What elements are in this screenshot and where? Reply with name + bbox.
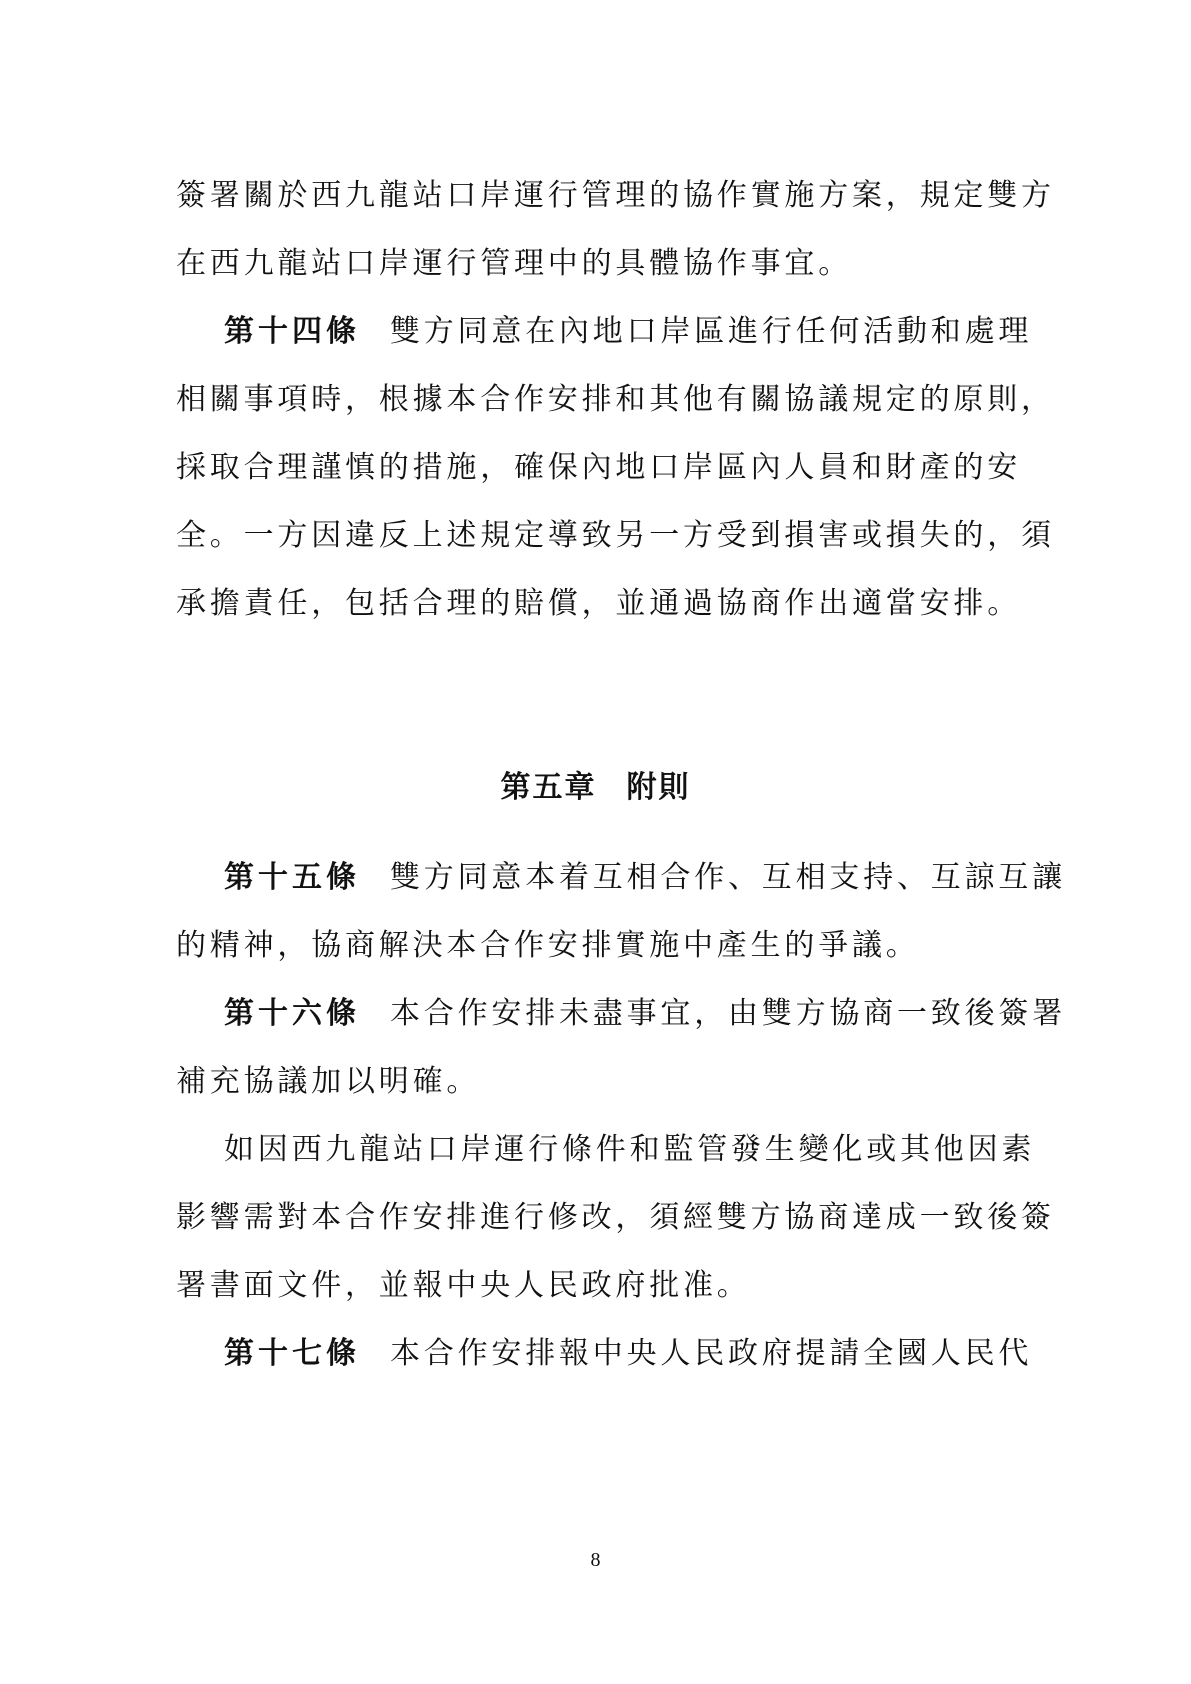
text-line: 在西九龍站口岸運行管理中的具體協作事宜。 [176,246,852,281]
article-14-label: 第十四條 [224,314,360,349]
text-line: 承擔責任，包括合理的賠償，並通過協商作出適當安排。 [176,586,1021,621]
article-14-line [224,310,1033,354]
text-line: 的精神，協商解決本合作安排實施中產生的爭議。 [176,928,920,963]
article-16-label: 第十六條 [224,996,360,1031]
article-15-label: 第十五條 [224,860,360,895]
article-15-text: 雙方同意本着互相合作、互相支持、互諒互讓 [390,860,1066,895]
text-line: 如因西九龍站口岸運行條件和監管發生變化或其他因素 [224,1132,1036,1167]
article-15-line [224,856,1066,900]
chapter-heading [0,766,1191,810]
text-line: 全。一方因違反上述規定導致另一方受到損害或損失的，須 [176,518,1055,553]
chapter-title: 附則 [626,770,691,805]
text-line: 補充協議加以明確。 [176,1064,481,1099]
chapter-number: 第五章 [500,770,597,805]
text-line: 簽署關於西九龍站口岸運行管理的協作實施方案，規定雙方 [176,178,1055,213]
text-line: 署書面文件，並報中央人民政府批准。 [176,1268,751,1303]
article-17-text: 本合作安排報中央人民政府提請全國人民代 [390,1336,1033,1371]
article-16-text: 本合作安排未盡事宜，由雙方協商一致後簽署 [390,996,1066,1031]
article-17-line [224,1332,1033,1376]
article-14-text: 雙方同意在內地口岸區進行任何活動和處理 [390,314,1033,349]
article-16-line [224,992,1066,1036]
article-17-label: 第十七條 [224,1336,360,1371]
text-line: 影響需對本合作安排進行修改，須經雙方協商達成一致後簽 [176,1200,1055,1235]
text-line: 採取合理謹慎的措施，確保內地口岸區內人員和財產的安 [176,450,1021,485]
page-number: 8 [590,1549,601,1571]
text-line: 相關事項時，根據本合作安排和其他有關協議規定的原則， [176,382,1055,417]
